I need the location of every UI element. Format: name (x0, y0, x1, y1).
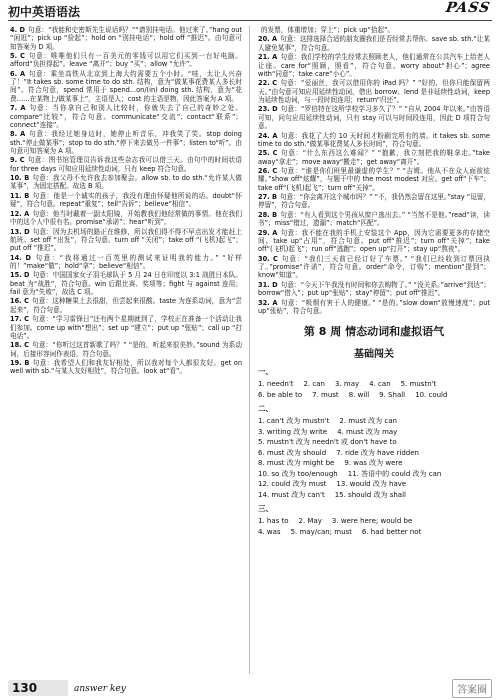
entry-number: 18. C (10, 341, 29, 350)
entry-number: 13. D (10, 227, 30, 236)
entry-number: 10. B (10, 174, 30, 183)
entry-number: 9. C (10, 156, 25, 165)
entry-text: 的发票，体重增加；穿上”；pick up“拾起”。 (261, 26, 395, 34)
answer-item: 3. were here; would be (331, 517, 413, 526)
entry-text: 句意：“我们三天前已经订好了车票。” “我们已经收到订票回执了。”promise“许诺”，符合句意。order“命令，订购”；mention“提到”；know“知道”。 (258, 254, 490, 280)
entry-text: 句意：“我能和史密斯先生说话吗？”“请别挂电话。他过来了。”hang out “闲逛”；pick up “捡起”；hold on “别挂电话”；hold off “推迟”。由句意可知答案为 D 项。 (10, 26, 242, 51)
page-footer (0, 676, 500, 700)
answer-row (258, 379, 490, 390)
answer-item: 1. needn't (258, 380, 294, 389)
answer-item: 7. must (312, 390, 339, 399)
answer-section-1-label: 一、 (258, 367, 273, 377)
entry-number: 8. A (10, 130, 26, 139)
entry-text: 句意：“爱丽丝，我可以借用你的 iPad 吗？” “好的，但你只能保留两天。”由句意可知应用延续性动词，借出 borrow、lend 是非延续性动词，keep 为延续性动词，与一段时间连用；return“归还”。 (258, 79, 490, 104)
answer-item: 4. can (369, 380, 391, 389)
answer-entry (258, 149, 490, 166)
answer-row (258, 479, 490, 490)
entry-number: 12. A (10, 209, 30, 218)
answer-entry (258, 35, 490, 52)
answer-item: 1. can't 改为 mustn't (258, 417, 330, 426)
entry-text: 句意：当你拿自己和别人比较时，你就失去了自己的奇妙之处。compare“比较”，符合句意。communicate“交流”；contact“联系”；connect“连接”。 (10, 104, 242, 129)
answer-item: 10. so 改为 too/enough (258, 469, 338, 478)
entry-number: 28. B (258, 210, 278, 219)
entry-number: 25. C (258, 149, 278, 158)
answer-row (258, 416, 490, 427)
header-rule (8, 20, 492, 21)
answer-entry (10, 130, 242, 155)
entry-text: 句意：“今天下午我没有时间和你去购物了。” “没关系。”arrive“到达”；borrow“借入”；put up“张贴”；stay“停留”；put off“推迟”。 (258, 280, 490, 298)
answer-row (258, 390, 490, 401)
answer-entry (10, 70, 242, 103)
entry-text: 句意：因为去机场的路正在维修，所以我们得不得不早点出发才能赶上航班。set off “出发”，符合句意。turn off “关闭”；take off “(飞机)起飞”；put off “推迟”。 (10, 227, 242, 253)
entry-number: 14. D (10, 253, 31, 262)
answer-row (258, 490, 490, 501)
answer-row (258, 516, 490, 527)
answer-entry (10, 156, 242, 173)
answer-entry (258, 255, 490, 280)
answer-entry (258, 229, 490, 254)
entry-text: 句意：“你听过这首新歌了吗？” “是的，听起来很美妙。”sound 为系动词，后接形容词作表语，符合句意。 (10, 341, 242, 358)
answer-row (258, 448, 490, 459)
answer-section-1 (258, 379, 490, 400)
answer-entry (10, 341, 242, 358)
answer-entry (10, 315, 242, 340)
entry-text: 句意：我经过她身边时，她停止听音乐，冲我笑了笑。stop doing sth.“停止做某事”；stop to do sth.“停下来去做另一件事”；listen to“听”。由句意可知答案为 A 项。 (10, 130, 242, 155)
answer-item: 11. 答语中的 could 改为 can (347, 469, 442, 478)
answer-row (258, 427, 490, 438)
entry-number: 22. C (258, 79, 278, 88)
answer-entry (10, 297, 242, 314)
answer-row (258, 437, 490, 448)
answer-item: 8. will (348, 390, 370, 399)
entry-number: 4. D (10, 26, 25, 34)
answer-item: 2. May (298, 517, 322, 526)
footer-tag: answer key (74, 684, 126, 694)
entry-number: 26. C (258, 167, 278, 176)
entry-text: 句意：唯唯他们只有一百美元的零钱可以用它们买到一台好电脑。afford“负担得起”。leave “离开”；buy “买”；allow “允许”。 (10, 52, 242, 69)
answer-entry (10, 254, 242, 271)
answer-item: 15. should 改为 shall (334, 490, 406, 499)
answer-row (258, 469, 490, 480)
entry-text: 句意：“谁是你们班里最谦虚的学生？” “吉姆。他从不在众人面前炫耀。”show off“炫耀”，与题干中的 the most modest 对应。get off“下车”；take off“(飞机)起飞”；turn off“关掉”。 (258, 167, 490, 192)
answer-entry (10, 271, 242, 296)
week-heading (258, 323, 490, 339)
answer-item: 5. mustn't 改为 needn't 或 don't have to (258, 438, 397, 447)
answer-item: 3. may (335, 380, 360, 389)
answer-entry (258, 193, 490, 210)
entry-number: 19. B (10, 359, 30, 368)
column-divider (249, 26, 250, 674)
answer-entry (258, 79, 490, 104)
entry-text: 句意：“什么东西这么难闻？” “抱歉，我立刻把我的鞋拿走。”take away“拿走”；move away“搬走”；get away“离开”。 (258, 149, 490, 166)
entry-text: 句意：“学习雷锋日”还有两个星期就到了，学校正在准备一个活动让我们参加。come up with“想出”；set up “建立”；put up “张贴”；call up “打电话”。 (10, 315, 242, 340)
entry-number: 21. A (258, 53, 278, 62)
answer-item: 12. could 改为 must (258, 480, 327, 489)
entry-number: 29. A (258, 228, 278, 237)
answer-item: 9. was 改为 were (344, 459, 403, 468)
answer-entry (258, 167, 490, 192)
entry-number: 23. D (258, 105, 278, 114)
answer-item: 5. may/can; must (290, 527, 352, 536)
answer-section-3 (258, 516, 490, 537)
answer-entry (10, 52, 242, 69)
answer-item: 8. must 改为 might be (258, 459, 335, 468)
answer-item: 7. ride 改为 have ridden (336, 448, 419, 457)
entry-number: 20. A (258, 35, 278, 44)
entry-number: 32. A (258, 298, 278, 307)
entry-number: 24. A (258, 131, 278, 140)
basic-section-title: 基础闯关 (354, 349, 394, 361)
answer-entry (10, 228, 242, 253)
entry-number: 17. C (10, 315, 29, 324)
answer-item: 3. writing 改为 write (258, 427, 328, 436)
answer-row (258, 458, 490, 469)
entry-number: 5. C (10, 52, 26, 61)
entry-number: 7. A (10, 104, 26, 113)
answer-item: 4. was (258, 527, 281, 536)
brand-logo: PASS (444, 0, 492, 16)
entry-text: 句意：“我将通过一百英里的测试来证明我的能力。” “好样的！”make“做”；hold“拿”；believe“相信”。 (10, 253, 242, 270)
answer-item: 9. Shall (379, 390, 406, 399)
page-number: 130 (12, 681, 38, 695)
answer-entry (258, 132, 490, 149)
answer-row (258, 527, 490, 538)
entry-number: 27. B (258, 193, 278, 202)
answer-item: 6. be able to (258, 390, 303, 399)
entry-number: 15. D (10, 271, 30, 280)
answer-item: 6. had better not (361, 527, 422, 536)
answer-entry (258, 281, 490, 298)
answer-entry (258, 53, 490, 78)
entry-text: 句意：我不能在我的手机上安装这个 App，因为它需要更多的存储空间。take up“占用”，符合句意。put off“推迟”；turn off“关掉”；take off“(飞机)起飞”；run off“逃跑”；open up“打开”；stay up“熬夜”。 (258, 228, 490, 254)
entry-text: 句意：我花了大约 10 天时间才粉刷完所有的墙。it takes sb. some time to do sth.“做某事花费某人多长时间”，符合句意。 (258, 131, 490, 148)
answer-entry (10, 210, 242, 227)
answer-entry (10, 104, 242, 129)
answer-item: 2. can (303, 380, 325, 389)
entry-text: 句意：我父母不允许我去参加聚会。allow sb. to do sth.“允许某人做某事”，为固定搭配。故选 B 项。 (10, 174, 242, 191)
entry-text: 句意：“罗伯特在这所学校学习多久了？” “自从 2004 年以来。”由答语可知，问句应用延续性动词，只有 stay 可以与时间段连用，因此 D 项符合句意。 (258, 105, 490, 131)
entry-text: 句意：“有人看到这个男孩从窗户逃出去。” “当然不是他。”read“读，读书”；miss“错过，遗漏”；match“匹配”。 (258, 210, 490, 228)
answer-item: 13. would 改为 have (336, 480, 407, 489)
answer-entry (258, 26, 490, 34)
entry-number: 11. B (10, 191, 30, 200)
answer-item: 2. must 改为 can (339, 417, 397, 426)
entry-text: 句意：我希望人们和我友好相处，所以我对每个人都很友好。get on well with sb.“与某人友好相处”，符合句意。look at“看”。 (10, 359, 242, 376)
entry-text: 句意：乘坐高铁从北京到上海大约需要五个小时。“哇，太让人兴奋了！”It takes sb. some time to do sth. 结构，意为“做某事花费某人多长时间”。符合句意，spend 常用于 spend...on/(in) doing sth. 结构，意为“花费……在某物上/做某事上”，主语是人；cost 的主语是物，因此答案为 A 项。 (10, 69, 242, 103)
entry-number: 6. A (10, 69, 26, 78)
answer-entry (10, 174, 242, 191)
entry-number: 16. C (10, 297, 29, 306)
answer-item: 14. must 改为 can't (258, 490, 325, 499)
watermark: 答案圈 (452, 679, 492, 698)
answer-item: 10. could (415, 390, 448, 399)
week-title: 第 8 周 情态动词和虚拟语气 (303, 325, 445, 339)
answer-entry (10, 26, 242, 51)
right-entries (258, 26, 490, 315)
answer-entry (258, 299, 490, 316)
answer-entry (10, 192, 242, 209)
page-number-box (8, 680, 68, 696)
entry-text: 句意：“吸烟有害于人的健康。” “是的。”slow down“放慢速度”；put up“张贴”，符合句意。 (258, 298, 490, 315)
answer-item: 1. has to (258, 517, 289, 526)
entry-text: 句意：他是一个诚实的孩子，我没有理由怀疑他所说的话。doubt“怀疑”，符合句意。repeat“重复”；tell“告诉”；believe“相信”。 (10, 191, 242, 209)
answer-item: 6. must 改为 should (258, 448, 327, 457)
entry-text: 句意：“你会离开这个城市吗？” “不，我仍然会留在这里。”stay “逗留，停留”，符合句意。 (258, 193, 490, 210)
book-title: 初中英语语法 (8, 5, 81, 19)
entry-text: 句意：这排选择合适的朋友圈我们是否经常去帮你。save sb. sth.“让某人避免某事”，符合句意。 (258, 35, 490, 52)
entry-text: 句意：我们学校的学生经常去照顾老人，他们通常在公共汽车上给老人让座。care for“照顾，照看”，符合句意。worry about“担心”；agree with“同意”；take care“小心”。 (258, 53, 490, 78)
answer-entry (10, 359, 242, 376)
entry-number: 30. C (258, 254, 278, 263)
entry-text: 句意：中国国家女子羽毛球队于 5 月 24 日在印度以 3:1 战胜日本队。beat 为“战胜”，符合句意。win 后跟比赛、奖项等；fight 与 against 连用；fail 意为“失败”，故选 C 项。 (10, 271, 242, 296)
left-column (10, 26, 242, 676)
right-column (258, 26, 490, 676)
answer-entry (258, 105, 490, 130)
entry-text: 句意：图书馆管理员告诉我这些杂志我可以借三天。由句中的时间状语 for three days 可知应用延续性动词，只有 keep 符合句意。 (10, 156, 242, 173)
answer-entry (258, 211, 490, 228)
entry-number: 31. D (258, 280, 278, 289)
page-header (0, 0, 500, 22)
answer-item: 5. mustn't (400, 380, 437, 389)
answer-item: 4. must 改为 may (337, 427, 398, 436)
answer-section-2 (258, 416, 490, 500)
answer-section-3-label: 三、 (258, 504, 273, 514)
entry-text: 句意：这种糖果上去很甜，但尝起来很酸。taste 为连系动词，意为“尝起来”，符合句意。 (10, 297, 242, 314)
entry-text: 句意：他当时戴着一副太阳镜，开始教我们他经常做的事情。他在我们中的这个人中很有名。promise“承诺”；hear“听到”。 (10, 209, 242, 227)
answer-section-2-label: 二、 (258, 404, 273, 414)
